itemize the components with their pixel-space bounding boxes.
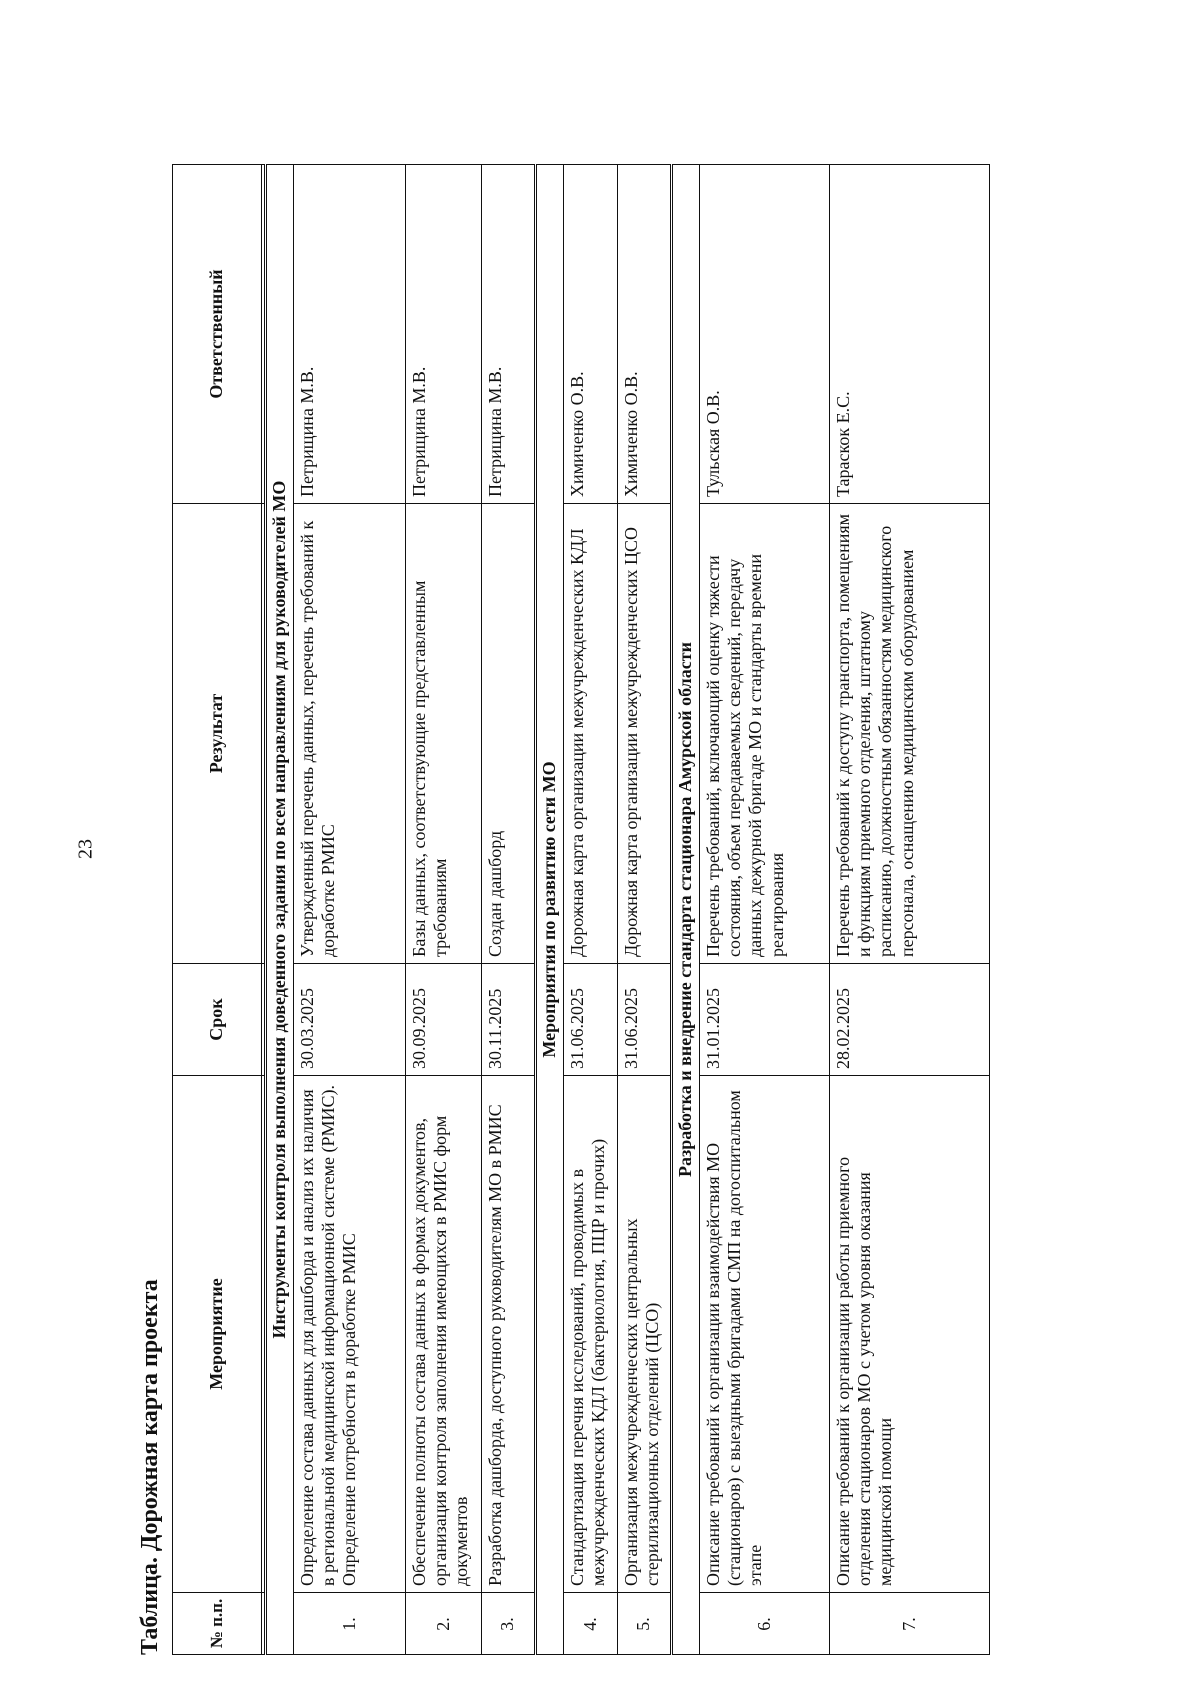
table-title: Таблица. Дорожная карта проекта [137, 1279, 163, 1655]
row-responsible: Химиченко О.В. [618, 165, 672, 504]
header-result: Результат [173, 504, 262, 964]
table-row [830, 165, 990, 1655]
row-deadline: 30.03.2025 [294, 964, 406, 1076]
row-num: 6. [700, 1593, 830, 1655]
table-row [618, 165, 672, 1655]
section-row [672, 165, 700, 1655]
row-event: Организация межучрежденческих центральных стерилизационных отделений (ЦСО) [618, 1076, 672, 1593]
row-result: Базы данных, соответствующие представленным требованиям [406, 504, 482, 964]
row-num: 4. [564, 1593, 618, 1655]
row-deadline: 30.09.2025 [406, 964, 482, 1076]
row-num: 2. [406, 1593, 482, 1655]
row-event: Описание требований к организации работы приемного отделения стационаров МО с учетом уровня оказания медицинской помощи [830, 1076, 990, 1593]
row-responsible: Петрищина М.В. [482, 165, 536, 504]
section-row [536, 165, 564, 1655]
row-event: Стандартизация перечня исследований, проводимых в межучрежденческих КДЛ (бактериология, ПЦР и прочих) [564, 1076, 618, 1593]
row-num: 7. [830, 1593, 990, 1655]
table-row [406, 165, 482, 1655]
row-result: Перечень требований, включающий оценку тяжести состояния, объем передаваемых сведений, передачу данных дежурной бригаде МО и стандарты времени реагирования [700, 504, 830, 964]
row-responsible: Тульская О.В. [700, 165, 830, 504]
row-event: Описание требований к организации взаимодействия МО (стационаров) с выездными бригадами СМП на догоспитальном этапе [700, 1076, 830, 1593]
table-row [482, 165, 536, 1655]
header-responsible: Ответственный [173, 165, 262, 504]
section-row [266, 165, 294, 1655]
row-responsible: Петрищина М.В. [406, 165, 482, 504]
row-responsible: Химиченко О.В. [564, 165, 618, 504]
row-result: Дорожная карта организации межучрежденческих ЦСО [618, 504, 672, 964]
row-result: Перечень требований к доступу транспорта, помещениям и функциям приемного отделения, штатному расписанию, должностным обязанностям медицинского персонала, оснащению медицинским оборудованием [830, 504, 990, 964]
row-event: Определение состава данных для дашборда и анализ их наличия в региональной медицинской информационной системе (РМИС). Определение потребности в доработке РМИС [294, 1076, 406, 1593]
row-num: 5. [618, 1593, 672, 1655]
row-deadline: 30.11.2025 [482, 964, 536, 1076]
row-event: Обеспечение полноты состава данных в формах документов, организация контроля заполнения имеющихся в РМИС форм документов [406, 1076, 482, 1593]
header-event: Мероприятие [173, 1076, 262, 1593]
rotated-page-content [135, 165, 1200, 1655]
table-row [700, 165, 830, 1655]
row-deadline: 28.02.2025 [830, 964, 990, 1076]
row-result: Утвержденный перечень данных, перечень требований к доработке РМИС [294, 504, 406, 964]
roadmap-table [172, 164, 990, 1655]
row-deadline: 31.06.2025 [618, 964, 672, 1076]
row-deadline: 31.06.2025 [564, 964, 618, 1076]
row-result: Создан дашборд [482, 504, 536, 964]
row-responsible: Тараскок Е.С. [830, 165, 990, 504]
row-num: 1. [294, 1593, 406, 1655]
row-deadline: 31.01.2025 [700, 964, 830, 1076]
row-num: 3. [482, 1593, 536, 1655]
section-title: Мероприятия по развитию сети МО [539, 761, 559, 1058]
table-row [294, 165, 406, 1655]
table-row [564, 165, 618, 1655]
header-deadline: Срок [173, 964, 262, 1076]
header-num: № п.п. [173, 1593, 262, 1655]
row-responsible: Петрищина М.В. [294, 165, 406, 504]
row-result: Дорожная карта организации межучрежденческих КДЛ [564, 504, 618, 964]
page-number: 23 [74, 839, 97, 859]
section-title: Инструменты контроля выполнения доведенного задания по всем направлениям для руководителей МО [269, 480, 289, 1339]
row-event: Разработка дашборда, доступного руководителям МО в РМИС [482, 1076, 536, 1593]
section-title: Разработка и внедрение стандарта стационара Амурской области [675, 642, 695, 1177]
header-row [173, 165, 262, 1655]
